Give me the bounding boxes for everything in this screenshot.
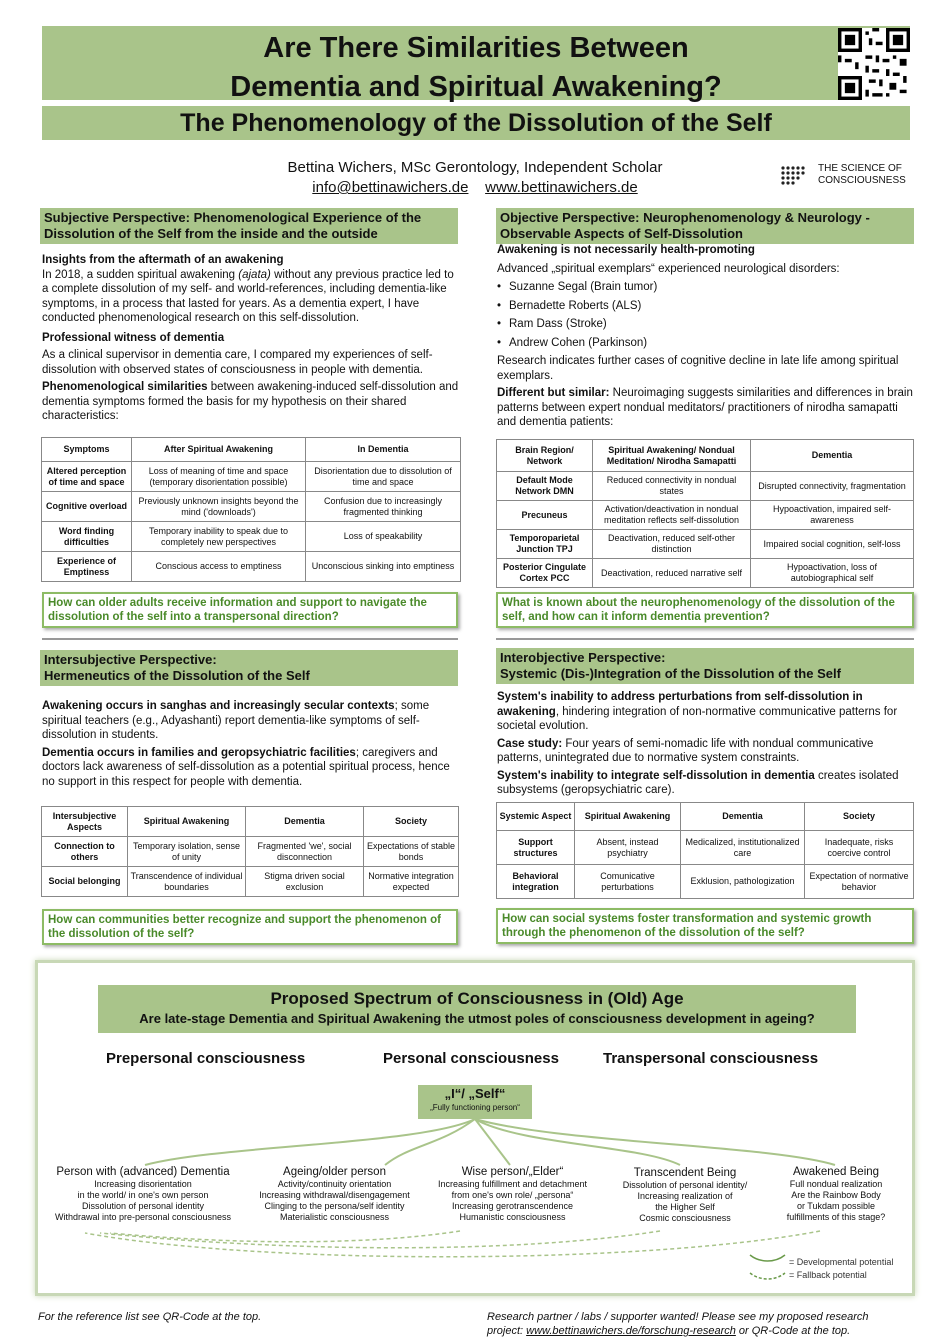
intersubjective-paragraph-1: Awakening occurs in sanghas and increasingly secular contexts; some spiritual teachers (e.g., Adyashanti) report dementia-like symptoms of self-dissolution in students.: [42, 700, 430, 741]
objective-paragraph-1: Advanced „spiritual exemplars“ experienced neurological disorders:: [497, 262, 840, 275]
qr-code-icon[interactable]: [838, 28, 910, 100]
personal-heading: Personal consciousness: [383, 1050, 559, 1067]
subjective-body: [42, 253, 460, 424]
research-project-link[interactable]: www.bettinawichers.de/forschung-research: [526, 1325, 736, 1337]
logo-line-2: CONSCIOUSNESS: [818, 175, 906, 186]
interobjective-section-head: Interobjective Perspective: Systemic (Dis-)Integration of the Dissolution of the Self: [496, 648, 914, 684]
intersubjective-section-head: Intersubjective Perspective: Hermeneutics of the Dissolution of the Self: [40, 650, 458, 686]
legend-developmental: = Developmental potential: [789, 1257, 894, 1267]
author-website-link[interactable]: www.bettinawichers.de: [485, 179, 638, 196]
table-row: Temporoparietal Junction TPJ Deactivation, reduced self-other distinction Impaired social cognition, self-loss: [497, 530, 914, 559]
self-sublabel: „Fully functioning person“: [430, 1103, 520, 1112]
footer-reference-note: For the reference list see QR-Code at the top.: [38, 1311, 262, 1323]
objective-paragraph-2: Research indicates further cases of cognitive decline in late life among spiritual exemplars.: [497, 355, 899, 382]
interobjective-paragraph-1: System's inability to address perturbations from self-dissolution in awakening, hindering integration of non-normative communicative patterns for societal evolution.: [497, 691, 898, 732]
node-transcendent-being: Transcendent Being Dissolution of personal identity/ Increasing realization of the Higher Self Cosmic consciousness: [622, 1167, 748, 1223]
table-header: Intersubjective Aspects: [42, 807, 128, 837]
interobjective-paragraph-3: System's inability to integrate self-dissolution in dementia creates isolated subsystems (geropsychiatric care).: [497, 769, 899, 796]
author-name: Bettina Wichers, MSc Gerontology, Independent Scholar: [287, 159, 663, 176]
fallback-legend-arrow: [750, 1273, 785, 1279]
poster-title: [42, 26, 910, 103]
interobjective-paragraph-2: Case study: Four years of semi-nomadic life with nondual communicative patterns, unintegrated due to normative system constraints.: [497, 737, 874, 764]
spectrum-title-box: [98, 985, 856, 1033]
spectrum-legend: [789, 1256, 893, 1282]
interobjective-body: [497, 690, 915, 798]
self-label: „I“/ „Self“: [444, 1086, 506, 1101]
intersubjective-table: [41, 806, 459, 897]
fallback-arrow-1: [85, 1231, 820, 1257]
prepersonal-heading: Prepersonal consciousness: [106, 1050, 306, 1067]
table-header: Brain Region/ Network: [497, 440, 593, 472]
table-row: Cognitive overload Previously unknown insights beyond the mind ('downloads') Confusion due to increasingly fragmented thinking: [42, 492, 461, 522]
objective-table: [496, 439, 914, 588]
table-header: Spiritual Awakening: [575, 803, 681, 831]
table-row: Behavioral integration Comunicative perturbations Exklusion, pathologization Expectation of normative behavior: [497, 865, 914, 899]
node-ageing: Ageing/older person Activity/continuity orientation Increasing withdrawal/disengagement Clinging to the persona/self identity Materialistic consciousness: [259, 1166, 410, 1222]
table-row: Social belonging Transcendence of individual boundaries Stigma driven social exclusion Normative integration expected: [42, 867, 459, 897]
title-line-1: Are There Similarities Between: [263, 32, 689, 64]
table-row: Default Mode Network DMN Reduced connectivity in nondual states Disrupted connectivity, fragmentation: [497, 472, 914, 501]
logo-line-1: THE SCIENCE OF: [818, 163, 902, 174]
table-header: Dementia: [246, 807, 364, 837]
title-line-2: Dementia and Spiritual Awakening?: [230, 71, 722, 103]
table-header: Spiritual Awakening: [128, 807, 246, 837]
subjective-section-head: Subjective Perspective: Phenomenological Experience of the Dissolution of the Self from the inside and the outside: [40, 208, 458, 244]
legend-fallback: = Fallback potential: [789, 1270, 867, 1280]
objective-research-question: What is known about the neurophenomenology of the dissolution of the self, and how can it inform dementia prevention?: [496, 592, 914, 628]
dot-grid-icon: [780, 165, 808, 185]
subjective-paragraph-1: In 2018, a sudden spiritual awakening (ajata) without any previous practice led to a complete dissolution of my self- and world-references, including dementia-like symptoms, in a process that lasted for years. As a dementia expert, I have conducted phenomenological research on this self-dissolution.: [42, 268, 454, 324]
spectrum-title: Proposed Spectrum of Consciousness in (Old) Age: [270, 989, 684, 1008]
intersubjective-paragraph-2: Dementia occurs in families and geropsychiatric facilities; caregivers and doctors lack awareness of self-dissolution as a potential spiritual process, hence no support in this respect for people with dementia.: [42, 746, 450, 788]
spectrum-subtitle: Are late-stage Dementia and Spiritual Awakening the utmost poles of consciousness development in ageing?: [139, 1011, 815, 1026]
table-row: Posterior Cingulate Cortex PCC Deactivation, reduced narrative self Hypoactivation, loss of autobiographical self: [497, 559, 914, 588]
subjective-heading-1: Insights from the aftermath of an awakening: [42, 254, 284, 266]
intersubjective-body: [42, 699, 460, 789]
table-row: Altered perception of time and space Loss of meaning of time and space (temporary disorientation possible) Disorientation due to dissolution of time and space: [42, 462, 461, 492]
interobjective-research-question: How can social systems foster transformation and systemic growth through the phenomenon of the dissolution of the self?: [496, 908, 914, 944]
table-header: Spiritual Awakening/ Nondual Meditation/ Nirodha Samapatti: [593, 440, 751, 472]
subjective-paragraph-3: Phenomenological similarities between awakening-induced self-dissolution and dementia symptoms formed the basis for my hypothesis on their shared characteristics:: [42, 381, 459, 422]
table-header: Society: [364, 807, 459, 837]
table-header: Dementia: [681, 803, 805, 831]
arrow-to-ageing: [385, 1119, 475, 1165]
node-awakened-being: Awakened Being Full nondual realization Are the Rainbow Body or Tukdam possible fulfillments of this stage?: [786, 1166, 886, 1222]
table-row: Connection to others Temporary isolation, sense of unity Fragmented 'we', social disconnection Expectations of stable bonds: [42, 837, 459, 867]
list-item: • Bernadette Roberts (ALS): [497, 299, 913, 314]
objective-section-head: Objective Perspective: Neurophenomenology & Neurology - Observable Aspects of Self-Dissolution: [496, 208, 914, 244]
subjective-paragraph-2: As a clinical supervisor in dementia care, I compared my experiences of self-dissolution with observed states of consciousness in people with dementia.: [42, 349, 433, 376]
node-wise-person: Wise person/„Elder“ Increasing fulfillment and detachment from one's own role/ „persona“ Increasing gerotranscendence Humanistic consciousness: [437, 1166, 588, 1222]
objective-body: [497, 243, 913, 430]
arrow-to-dementia: [145, 1119, 475, 1165]
subjective-heading-2: Professional witness of dementia: [42, 331, 225, 344]
table-header: Symptoms: [42, 438, 132, 462]
author-email-link[interactable]: info@bettinawichers.de: [312, 179, 469, 196]
list-item: • Andrew Cohen (Parkinson): [497, 336, 913, 351]
subjective-research-question: How can older adults receive information and support to navigate the dissolution of the self into a transpersonal direction?: [42, 592, 458, 628]
author-block: [200, 158, 750, 198]
developmental-legend-arrow: [750, 1255, 785, 1261]
spiritual-exemplars-list: [497, 280, 913, 350]
poster-subtitle: The Phenomenology of the Dissolution of the Self: [42, 106, 910, 140]
table-row: Support structures Absent, instead psychiatry Medicalized, institutionalized care Inadequate, risks coercive control: [497, 831, 914, 865]
node-dementia: Person with (advanced) Dementia Increasing disorientation in the world/ in one's own person Dissolution of personal identity Withdrawal into pre-personal consciousness: [54, 1166, 232, 1222]
self-node: [418, 1085, 532, 1119]
fallback-arrow-3: [110, 1231, 460, 1242]
table-header: Systemic Aspect: [497, 803, 575, 831]
section-divider-left: [42, 638, 458, 640]
table-row: Experience of Emptiness Conscious access to emptiness Unconscious sinking into emptiness: [42, 552, 461, 582]
table-header: In Dementia: [306, 438, 461, 462]
list-item: • Suzanne Segal (Brain tumor): [497, 280, 913, 295]
table-row: Precuneus Activation/deactivation in nondual meditation reflects self-dissolution Hypoactivation, impaired self-awareness: [497, 501, 914, 530]
objective-paragraph-3: Different but similar: Neuroimaging suggests similarities and differences in brain patterns between expert nondual meditators/ practitioners of nirodha samapatti and dementia patients:: [497, 387, 913, 428]
table-row: Word finding difficulties Temporary inability to speak due to completely new perspectives Loss of speakability: [42, 522, 461, 552]
list-item: • Ram Dass (Stroke): [497, 317, 913, 332]
table-header: After Spiritual Awakening: [132, 438, 306, 462]
arrow-to-awakened: [475, 1119, 835, 1165]
objective-heading-1: Awakening is not necessarily health-promoting: [497, 244, 755, 256]
section-divider-right: [496, 638, 914, 640]
footer-research-note: Research partner / labs / supporter wanted! Please see my proposed research project: www.bettinawichers.de/forschung-research or QR-Code at the top.: [487, 1311, 869, 1337]
transpersonal-heading: Transpersonal consciousness: [603, 1050, 819, 1067]
interobjective-table: [496, 802, 914, 899]
intersubjective-research-question: How can communities better recognize and support the phenomenon of the dissolution of the self?: [42, 909, 458, 945]
science-of-consciousness-logo: [780, 163, 920, 187]
table-header: Society: [805, 803, 914, 831]
table-header: Dementia: [751, 440, 914, 472]
subjective-table: [41, 437, 461, 582]
